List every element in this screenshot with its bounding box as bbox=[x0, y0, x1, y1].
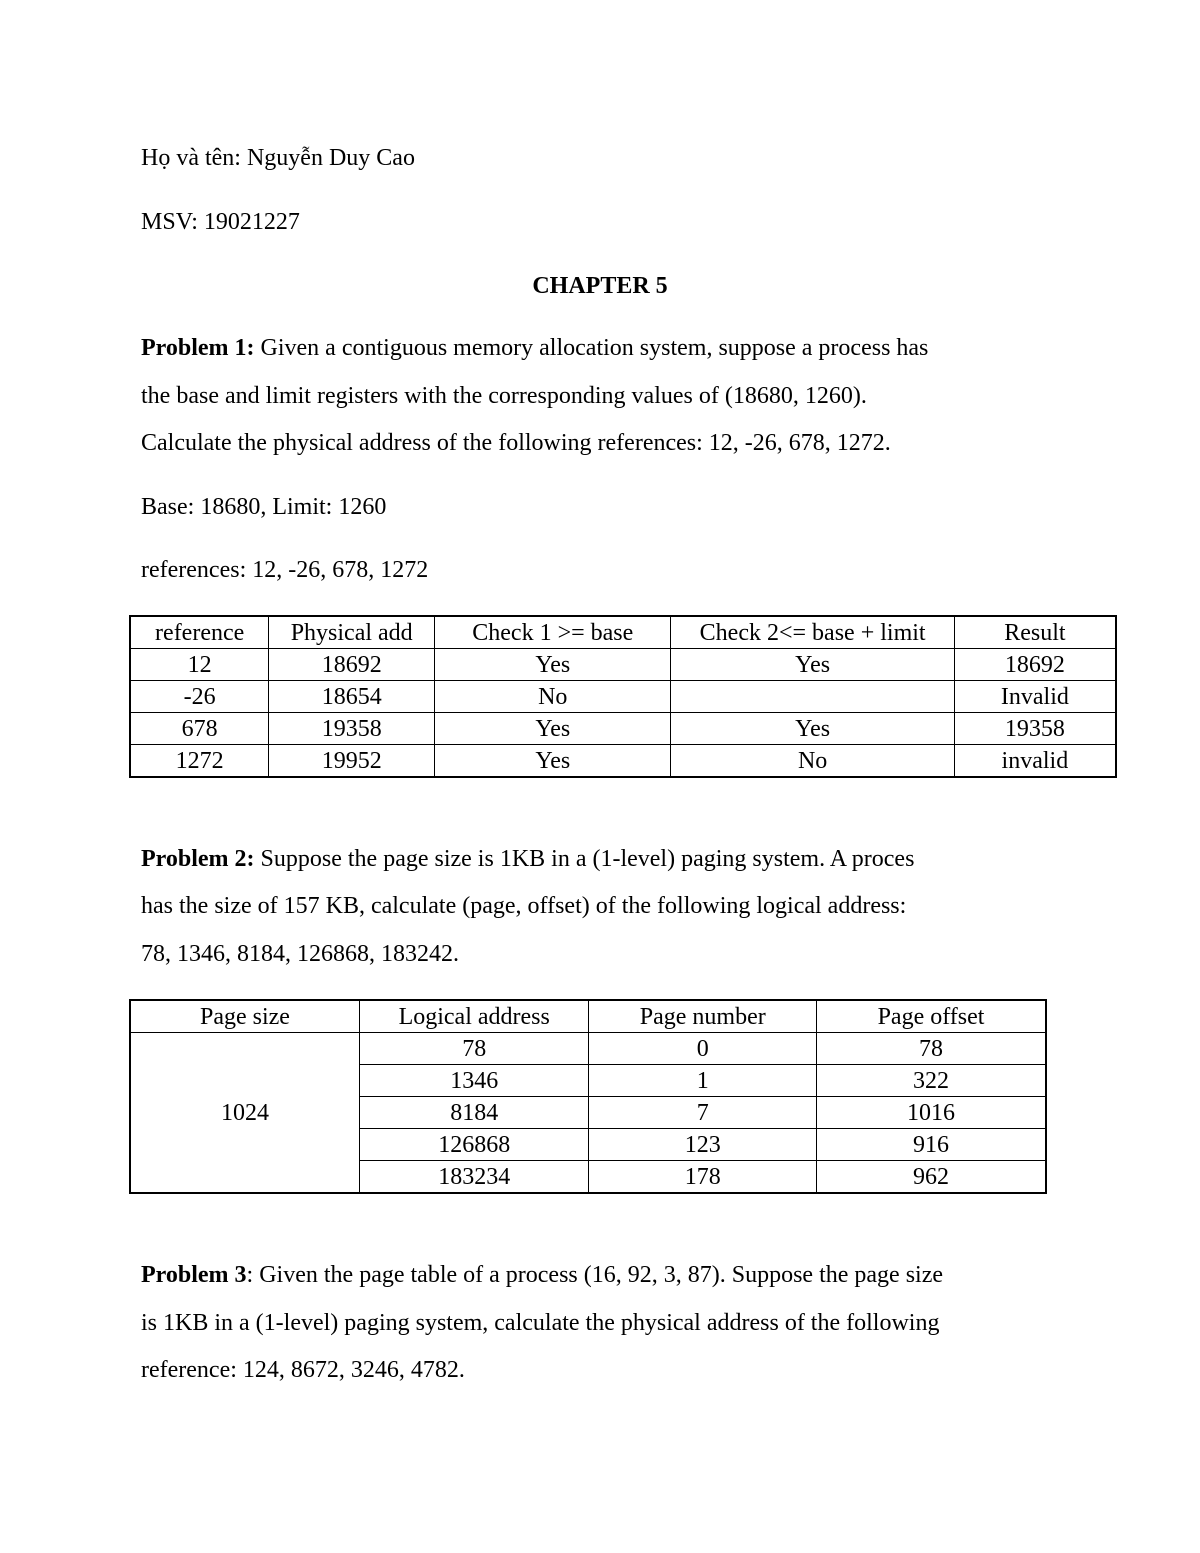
table-cell: 1272 bbox=[130, 745, 269, 778]
table-row bbox=[130, 713, 1116, 745]
chapter-title: CHAPTER 5 bbox=[532, 273, 668, 299]
table-cell: Invalid bbox=[954, 681, 1116, 713]
table-cell: invalid bbox=[954, 745, 1116, 778]
table-cell: 178 bbox=[589, 1161, 817, 1194]
table-row bbox=[130, 649, 1116, 681]
table-cell: Yes bbox=[671, 713, 954, 745]
problem2-line1 bbox=[141, 845, 914, 873]
student-id: MSV: 19021227 bbox=[141, 209, 300, 235]
table-cell: 322 bbox=[817, 1065, 1047, 1097]
table-cell: 12 bbox=[130, 649, 269, 681]
column-header: Check 1 >= base bbox=[435, 616, 671, 649]
column-header: Page size bbox=[130, 1000, 359, 1033]
table-cell: 0 bbox=[589, 1033, 817, 1065]
table-row bbox=[130, 681, 1116, 713]
table-cell: 962 bbox=[817, 1161, 1047, 1194]
column-header: Page number bbox=[589, 1000, 817, 1033]
table-cell: 678 bbox=[130, 713, 269, 745]
page-size-cell: 1024 bbox=[130, 1033, 359, 1194]
table-header-row bbox=[130, 616, 1116, 649]
table-cell: 126868 bbox=[359, 1129, 589, 1161]
problem1-references: references: 12, -26, 678, 1272 bbox=[141, 557, 429, 583]
problem3-label: Problem 3 bbox=[141, 1262, 247, 1288]
paging-table bbox=[129, 999, 1047, 1194]
table-cell: 1 bbox=[589, 1065, 817, 1097]
table-cell: Yes bbox=[435, 649, 671, 681]
problem3-line1 bbox=[141, 1261, 943, 1289]
table-cell: 19952 bbox=[269, 745, 435, 778]
problem1-line3: Calculate the physical address of the following references: 12, -26, 678, 1272. bbox=[141, 430, 891, 456]
column-header: reference bbox=[130, 616, 269, 649]
table-cell: 19358 bbox=[269, 713, 435, 745]
table-header-row bbox=[130, 1000, 1046, 1033]
table-cell: No bbox=[671, 745, 954, 778]
problem3-line3: reference: 124, 8672, 3246, 4782. bbox=[141, 1357, 465, 1383]
table-cell: 123 bbox=[589, 1129, 817, 1161]
column-header: Page offset bbox=[817, 1000, 1047, 1033]
problem3-text1: : Given the page table of a process (16, 92, 3, 87). Suppose the page size bbox=[246, 1262, 944, 1288]
table-cell: 916 bbox=[817, 1129, 1047, 1161]
table-cell bbox=[671, 681, 954, 713]
column-header: Physical add bbox=[269, 616, 435, 649]
address-check-table bbox=[129, 615, 1117, 778]
problem3-line2: is 1KB in a (1-level) paging system, calculate the physical address of the following bbox=[141, 1310, 940, 1336]
table-cell: Yes bbox=[435, 713, 671, 745]
table-cell: 1016 bbox=[817, 1097, 1047, 1129]
table-cell: 1346 bbox=[359, 1065, 589, 1097]
table-cell: 18692 bbox=[269, 649, 435, 681]
student-name: Họ và tên: Nguyễn Duy Cao bbox=[141, 145, 415, 171]
table-cell: No bbox=[435, 681, 671, 713]
problem1-line1 bbox=[141, 334, 928, 362]
problem1-text1: Given a contiguous memory allocation system, suppose a process has bbox=[254, 335, 929, 361]
table-cell: 7 bbox=[589, 1097, 817, 1129]
table-cell: 78 bbox=[359, 1033, 589, 1065]
table-cell: 8184 bbox=[359, 1097, 589, 1129]
problem2-line2: has the size of 157 KB, calculate (page, offset) of the following logical address: bbox=[141, 893, 907, 919]
table-cell: 18692 bbox=[954, 649, 1116, 681]
table-cell: -26 bbox=[130, 681, 269, 713]
table-cell: Yes bbox=[671, 649, 954, 681]
table-row bbox=[130, 1033, 1046, 1065]
table-cell: Yes bbox=[435, 745, 671, 778]
table-cell: 18654 bbox=[269, 681, 435, 713]
problem1-base-limit: Base: 18680, Limit: 1260 bbox=[141, 494, 387, 520]
problem2-line3: 78, 1346, 8184, 126868, 183242. bbox=[141, 941, 459, 967]
table-cell: 19358 bbox=[954, 713, 1116, 745]
table-cell: 78 bbox=[817, 1033, 1047, 1065]
table-row bbox=[130, 745, 1116, 778]
problem2-label: Problem 2: bbox=[141, 846, 255, 872]
problem2-text1: Suppose the page size is 1KB in a (1-level) paging system. A proces bbox=[254, 846, 915, 872]
column-header: Check 2<= base + limit bbox=[671, 616, 954, 649]
column-header: Result bbox=[954, 616, 1116, 649]
problem1-label: Problem 1: bbox=[141, 335, 255, 361]
problem1-line2: the base and limit registers with the corresponding values of (18680, 1260). bbox=[141, 383, 867, 409]
column-header: Logical address bbox=[359, 1000, 589, 1033]
table-cell: 183234 bbox=[359, 1161, 589, 1194]
